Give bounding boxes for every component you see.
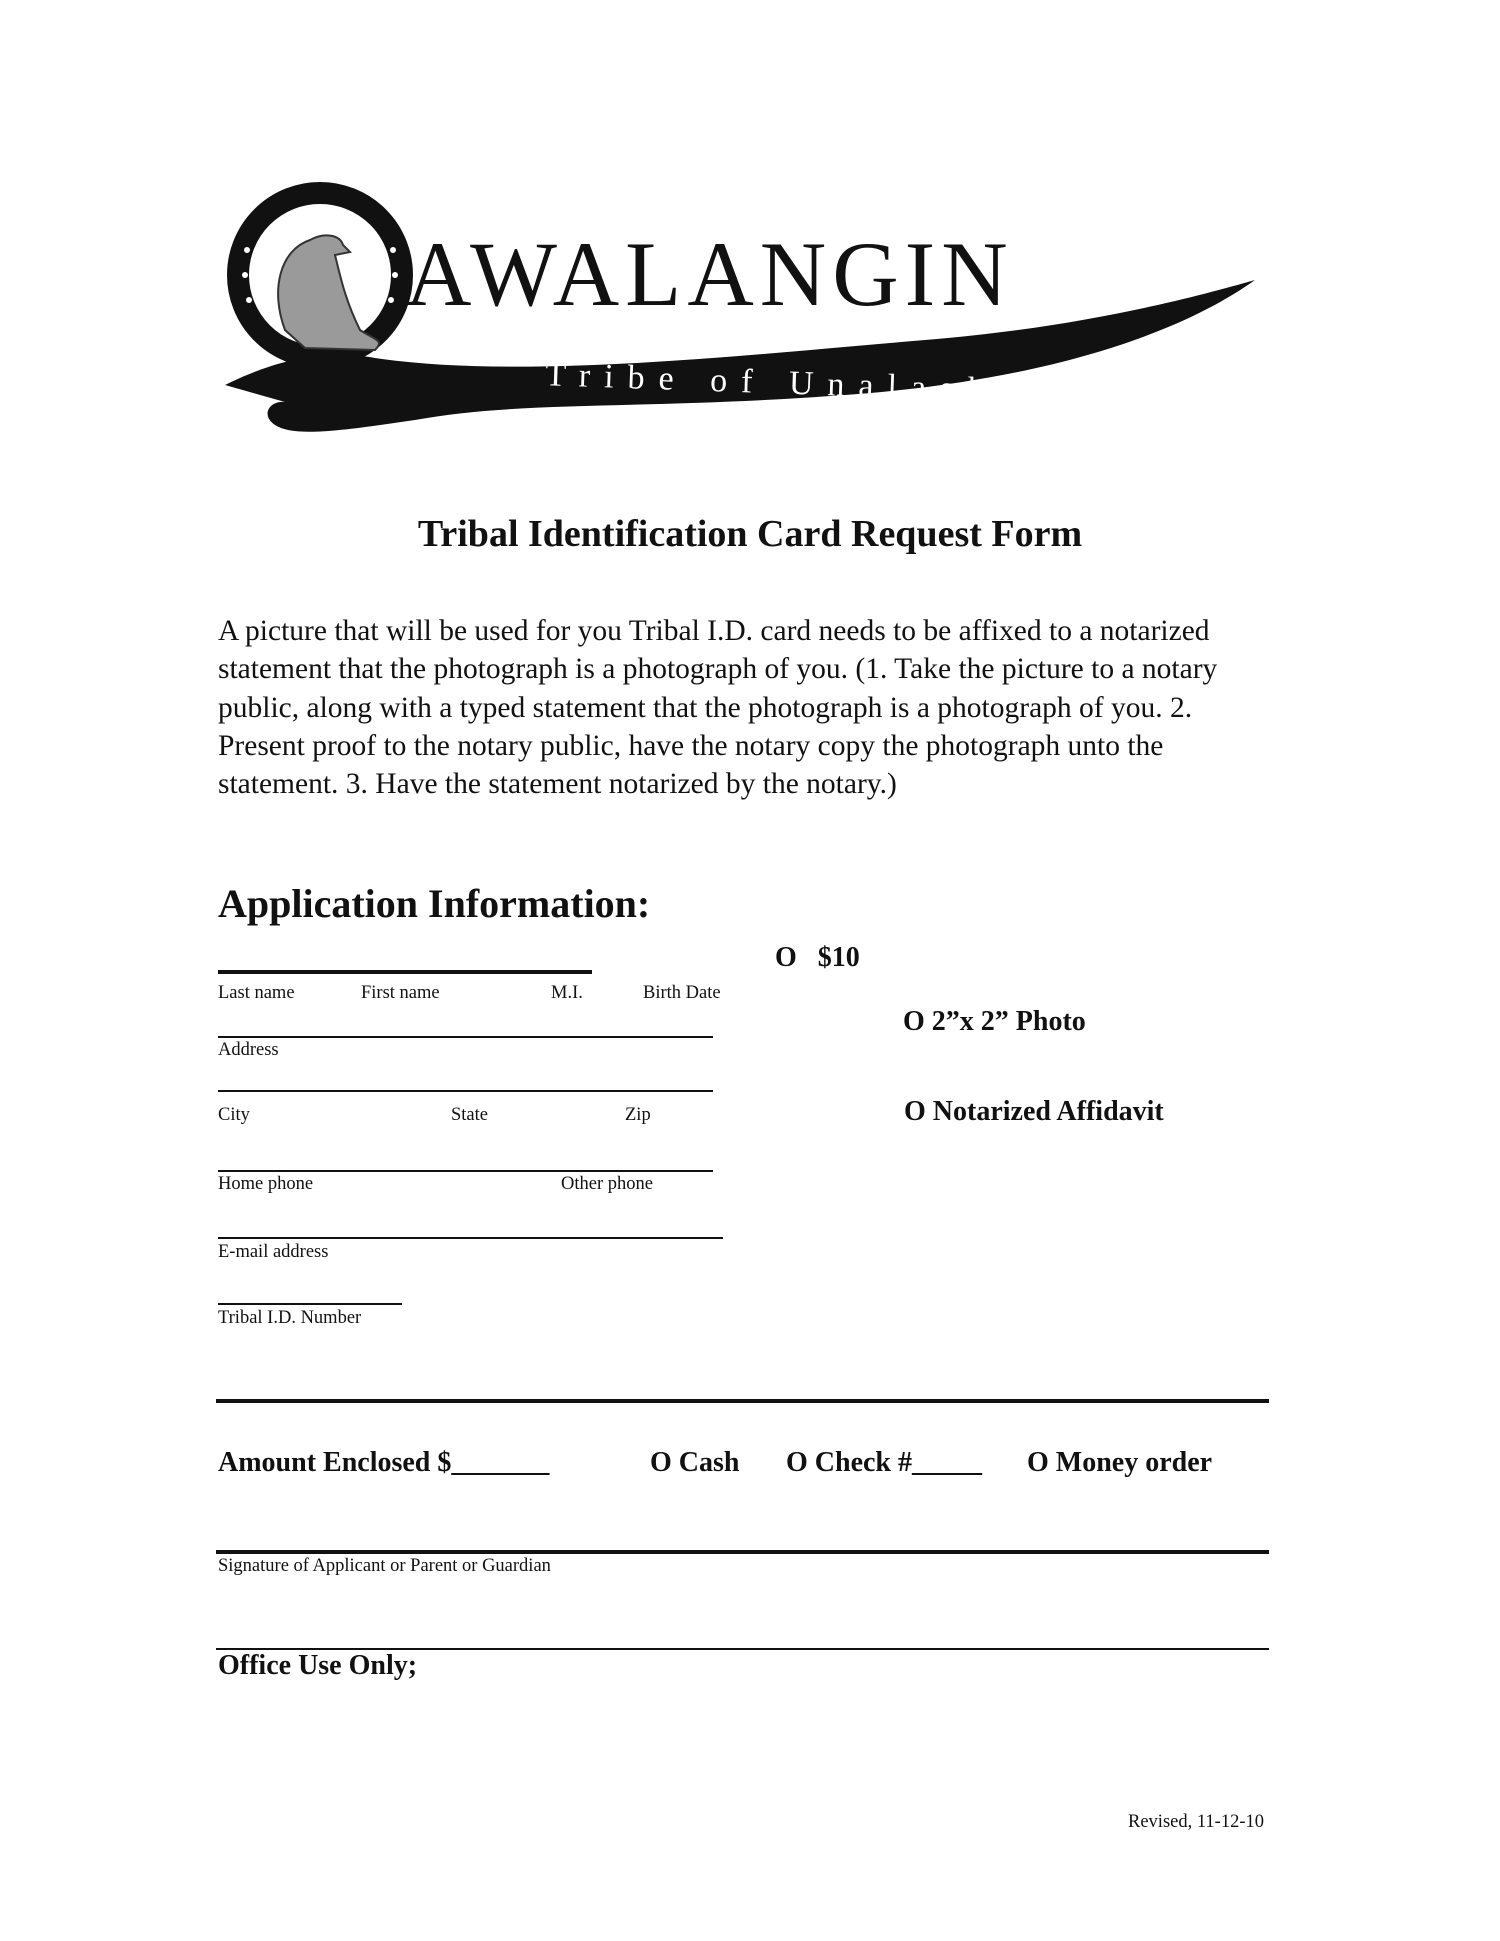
zip-label: Zip xyxy=(625,1105,651,1125)
fee-checkbox[interactable]: O $10 xyxy=(775,942,860,973)
other-phone-label: Other phone xyxy=(561,1174,653,1194)
revised-date: Revised, 11-12-10 xyxy=(1128,1812,1264,1832)
office-use-heading: Office Use Only; xyxy=(218,1650,418,1681)
affidavit-checkbox[interactable]: O Notarized Affidavit xyxy=(904,1096,1164,1127)
tribal-id-line[interactable] xyxy=(218,1303,402,1305)
cash-option[interactable]: O Cash xyxy=(650,1447,740,1478)
address-label: Address xyxy=(218,1040,279,1060)
name-line[interactable] xyxy=(218,970,592,974)
money-order-option[interactable]: O Money order xyxy=(1027,1447,1213,1478)
logo-subtitle: Tribe of Unalaska xyxy=(544,356,1028,411)
home-phone-label: Home phone xyxy=(218,1174,314,1194)
check-option[interactable]: O Check #_____ xyxy=(786,1447,982,1478)
qawalangin-logo xyxy=(225,180,1265,450)
photo-checkbox[interactable]: O 2”x 2” Photo xyxy=(903,1006,1086,1037)
tribal-id-label: Tribal I.D. Number xyxy=(218,1308,362,1328)
last-name-label: Last name xyxy=(218,983,295,1003)
signature-line[interactable] xyxy=(216,1550,1269,1554)
section-divider xyxy=(216,1399,1269,1403)
phone-line[interactable] xyxy=(218,1170,713,1172)
city-label: City xyxy=(218,1105,250,1125)
first-name-label: First name xyxy=(361,983,440,1003)
address-line[interactable] xyxy=(218,1036,713,1038)
amount-enclosed-field[interactable]: Amount Enclosed $_______ xyxy=(218,1447,550,1478)
form-title: Tribal Identification Card Request Form xyxy=(417,513,1083,555)
email-label: E-mail address xyxy=(218,1242,329,1262)
mi-label: M.I. xyxy=(551,983,583,1003)
logo-text: AWALANGIN xyxy=(405,223,1014,325)
email-line[interactable] xyxy=(218,1237,723,1239)
signature-label: Signature of Applicant or Parent or Guardian xyxy=(218,1556,551,1576)
state-label: State xyxy=(451,1105,488,1125)
instructions-paragraph: A picture that will be used for you Tribal I.D. card needs to be affixed to a notarized statement that the photograph is a photograph of you. (1. Take the picture to a notary public, along with a typed statement that the photograph is a photograph of you. 2. Present proof to the notary public, have the notary copy the photograph unto the statement. 3. Have the statement notarized by the notary.) xyxy=(218,615,1218,801)
birth-date-label: Birth Date xyxy=(643,983,721,1003)
city-line[interactable] xyxy=(218,1090,713,1092)
application-heading: Application Information: xyxy=(218,881,651,926)
